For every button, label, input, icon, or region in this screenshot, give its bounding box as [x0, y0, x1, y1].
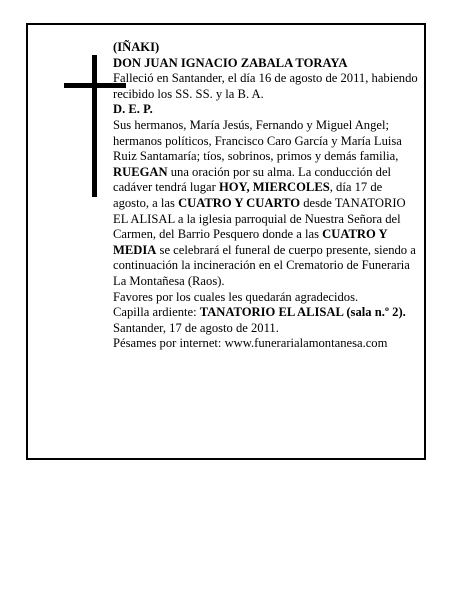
capilla-place: TANATORIO EL ALISAL (sala n.º 2). — [199, 305, 406, 320]
ruegan-paragraph — [113, 165, 418, 290]
ruegan-text-2: , día 17 de agosto, a las — [113, 180, 383, 210]
ruegan-text-3: desde TANATORIO EL ALISAL a la iglesia parroquial de Nuestra Señora del Carmen, del Barrio Pesquero donde a las — [113, 195, 406, 242]
capilla-label: Capilla ardiente: — [113, 305, 200, 320]
place-date: Santander, 17 de agosto de 2011. — [113, 320, 279, 335]
obituary-text — [113, 40, 418, 352]
pesames-line: Pésames por internet: www.funerarialamontanesa.com — [113, 336, 388, 351]
death-statement: Falleció en Santander, el día 16 de agosto de 2011, habiendo recibido los SS. SS. y la B. A. — [113, 71, 418, 101]
ruegan-keyword: RUEGAN — [113, 164, 168, 179]
ruegan-text-4: se celebrará el funeral de cuerpo presente, siendo a continuación la incineración en el Crematorio de Funeraria La Montañesa (Raos). — [113, 242, 416, 288]
cross-vertical-bar — [92, 55, 97, 197]
deceased-name: DON JUAN IGNACIO ZABALA TORAYA — [113, 55, 348, 70]
obituary-frame — [26, 23, 426, 460]
time-emphasis-2: CUATRO Y MEDIA — [113, 227, 388, 257]
time-emphasis-1: CUATRO Y CUARTO — [178, 195, 301, 210]
ruegan-text-1: una oración por su alma. La conducción del cadáver tendrá lugar — [113, 164, 392, 195]
dep: D. E. P. — [113, 102, 153, 117]
nickname: (IÑAKI) — [113, 40, 160, 54]
capilla-line — [113, 305, 418, 321]
favores-line: Favores por los cuales les quedarán agradecidos. — [113, 289, 359, 304]
day-emphasis: HOY, MIERCOLES — [218, 180, 330, 195]
family-list: Sus hermanos, María Jesús, Fernando y Miguel Angel; hermanos políticos, Francisco Caro García y María Luisa Ruiz Santamaría; tíos, sobrinos, primos y demás familia, — [113, 117, 402, 164]
